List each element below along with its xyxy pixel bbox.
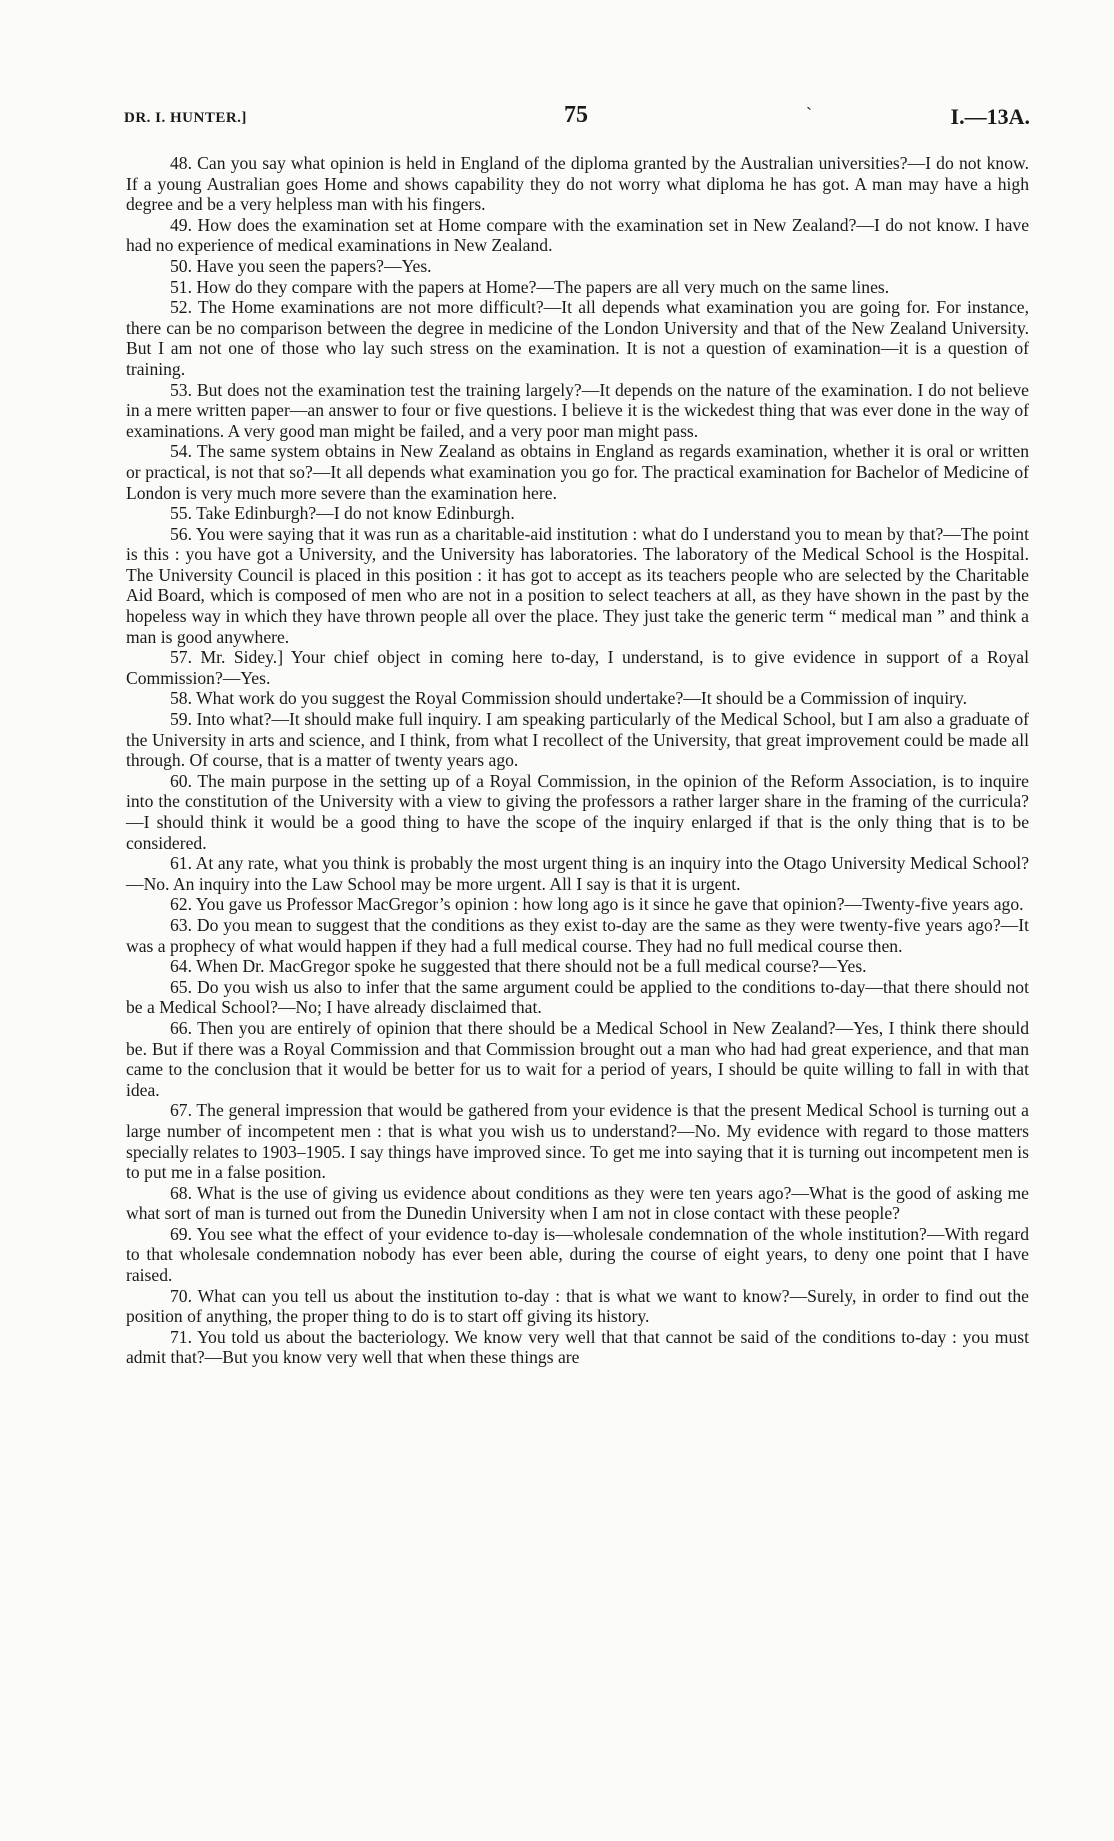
paragraph-60: 60. The main purpose in the setting up of a Royal Commission, in the opinion of the Reform Association, is to inquire into the constitution of the University with a view to giving the professors a rather larger share in the framing of the curricula?—I should think it would be a good thing to have the scope of the inquiry enlarged if that is the only thing that is to be considered. (126, 770, 1029, 853)
paragraph-59: 59. Into what?—It should make full inquiry. I am speaking particularly of the Medical School, but I am also a graduate of the University in arts and science, and I think, from what I recollect of the University, that great improvement could be made all through. Of course, that is a matter of twenty years ago. (126, 709, 1029, 771)
page-number: 75 (564, 102, 588, 128)
paragraph-70: 70. What can you tell us about the institution to-day : that is what we want to know?—Surely, in order to find out the position of anything, the proper thing to do is to start off giving its history. (126, 1285, 1029, 1327)
paragraph-65: 65. Do you wish us also to infer that the same argument could be applied to the conditions to-day—that there should not be a Medical School?—No; I have already disclaimed that. (126, 976, 1029, 1018)
paragraph-71: 71. You told us about the bacteriology. We know very well that that cannot be said of the conditions to-day : you must admit that?—But you know very well that when these things are (126, 1326, 1029, 1368)
page-header (124, 102, 1030, 132)
paragraph-55: 55. Take Edinburgh?—I do not know Edinburgh. (170, 503, 515, 524)
document-body (126, 153, 1029, 1368)
paragraph-58: 58. What work do you suggest the Royal Commission should undertake?—It should be a Commission of inquiry. (170, 688, 968, 709)
header-paper-reference: I.—13A. (950, 104, 1030, 129)
paragraph-49: 49. How does the examination set at Home compare with the examination set in New Zealand?—I do not know. I have had no experience of medical examinations in New Zealand. (126, 214, 1029, 256)
paragraph-50: 50. Have you seen the papers?—Yes. (170, 255, 432, 276)
paragraph-56: 56. You were saying that it was run as a charitable-aid institution : what do I understand you to mean by that?—The point is this : you have got a University, and the University has laboratories. The laboratory of the Medical School is the Hospital. The University Council is placed in this position : it has got to accept as its teachers people who are selected by the Charitable Aid Board, which is composed of men who are not in a position to select teachers at all, as they have shown in the past by the hopeless way in which they have thrown people all over the place. They just take the generic term “ medical man ” and think a man is good anywhere. (126, 523, 1029, 647)
paragraph-53: 53. But does not the examination test the training largely?—It depends on the nature of the examination. I do not believe in a mere written paper—an answer to four or five questions. I believe it is the wickedest thing that was ever done in the way of examinations. A very good man might be failed, and a very poor man might pass. (126, 379, 1029, 441)
paragraph-52: 52. The Home examinations are not more difficult?—It all depends what examination you are going for. For instance, there can be no comparison between the degree in medicine of the London University and that of the New Zealand University. But I am not one of those who lay such stress on the examination. It is not a question of examination—it is a question of training. (126, 297, 1029, 379)
paragraph-48: 48. Can you say what opinion is held in England of the diploma granted by the Australian universities?—I do not know. If a young Australian goes Home and shows capability they do not worry what diploma he has got. A man may have a high degree and be a very helpless man with his fingers. (126, 153, 1029, 215)
paragraph-67: 67. The general impression that would be gathered from your evidence is that the present Medical School is turning out a large number of incompetent men : that is what you wish us to understand?—No. My evidence with regard to those matters specially relates to 1903–1905. I say things have improved since. To get me into saying that it is turning out incompetent men is to put me in a false position. (126, 1100, 1029, 1183)
paragraph-68: 68. What is the use of giving us evidence about conditions as they were ten years ago?—What is the good of asking me what sort of man is turned out from the Dunedin University when I am not in close contact with these people? (126, 1182, 1029, 1224)
paragraph-61: 61. At any rate, what you think is probably the most urgent thing is an inquiry into the Otago University Medical School?—No. An inquiry into the Law School may be more urgent. All I say is that it is urgent. (126, 853, 1029, 894)
paragraph-63: 63. Do you mean to suggest that the conditions as they exist to-day are the same as they were twenty-five years ago?—It was a prophecy of what would happen if they had a full medical course. They had no full medical course then. (126, 914, 1029, 956)
paragraph-57: 57. Mr. Sidey.] Your chief object in coming here to-day, I understand, is to give evidence in support of a Royal Commission?—Yes. (126, 647, 1029, 688)
paragraph-66: 66. Then you are entirely of opinion that there should be a Medical School in New Zealand?—Yes, I think there should be. But if there was a Royal Commission and that Commission brought out a man who had had great experience, and that man came to the conclusion that it would be better for us to wait for a period of years, I should be quite willing to fall in with that idea. (126, 1017, 1029, 1100)
paragraph-69: 69. You see what the effect of your evidence to-day is—wholesale condemnation of the whole institution?—With regard to that wholesale condemnation nobody has ever been able, during the course of eight years, to deny one point that I have raised. (126, 1223, 1029, 1286)
paragraph-51: 51. How do they compare with the papers at Home?—The papers are all very much on the same lines. (170, 276, 890, 297)
paragraph-54: 54. The same system obtains in New Zealand as obtains in England as regards examination, whether it is oral or written or practical, is not that so?—It all depends what examination you go for. The practical examination for Bachelor of Medicine of London is very much more severe than the examination here. (126, 441, 1029, 503)
paragraph-64: 64. When Dr. MacGregor spoke he suggested that there should not be a full medical course?—Yes. (170, 956, 867, 977)
paragraph-62: 62. You gave us Professor MacGregor’s opinion : how long ago is it since he gave that opinion?—Twenty-five years ago. (170, 894, 1024, 915)
header-witness-name: DR. I. HUNTER.] (124, 110, 247, 126)
header-mark: ` (806, 104, 812, 124)
